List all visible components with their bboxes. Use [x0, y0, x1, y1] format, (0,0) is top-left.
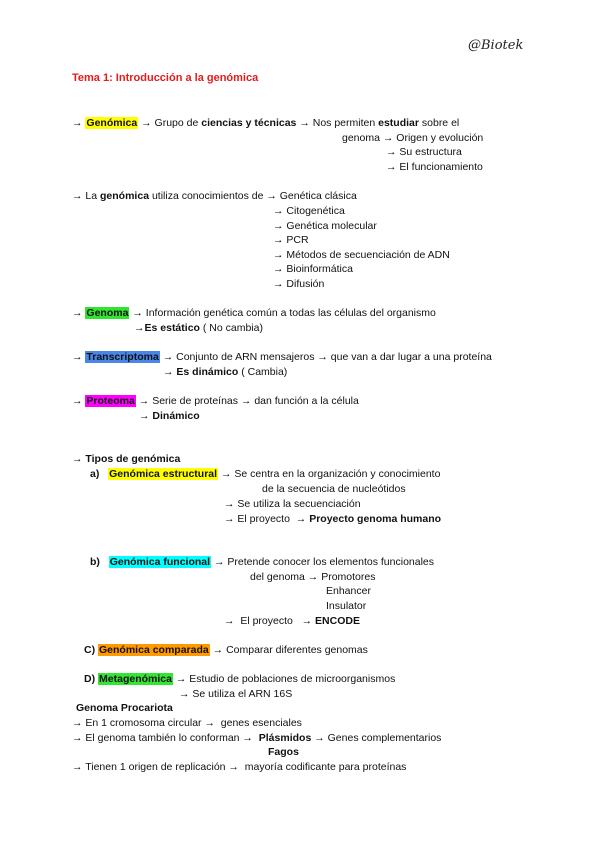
tipo-b-line — [90, 556, 434, 569]
tipos-heading: → Tipos de genómica — [72, 453, 181, 465]
list-item: → Difusión — [273, 278, 325, 290]
list-item: → PCR — [273, 234, 309, 246]
tipo-d-line-2: → Se utiliza el ARN 16S — [179, 688, 293, 700]
item-label: C) — [84, 644, 96, 656]
genomica-line-4: → El funcionamiento — [386, 161, 483, 173]
utiliza-line — [72, 190, 357, 203]
tipo-b-line-2: del genoma → Promotores — [250, 571, 376, 583]
tipo-a-line-3: → Se utiliza la secuenciación — [224, 498, 361, 510]
procariota-line-4: → Tienen 1 origen de replicación → mayoría codificante para proteínas — [72, 761, 407, 773]
text: ( Cambia) — [238, 366, 288, 378]
estructural-term: Genómica estructural — [109, 468, 218, 480]
genoma-line — [72, 307, 436, 320]
list-item: → Genética molecular — [273, 220, 377, 232]
proteoma-line — [72, 395, 359, 408]
text: → Nos permiten — [296, 117, 379, 129]
text: → Estudio de poblaciones de microorganismos — [172, 673, 396, 685]
text: → El proyecto — [224, 615, 302, 627]
item-label: a) — [90, 468, 100, 480]
tipo-b-line-5 — [224, 615, 360, 628]
tipo-a-line-2: de la secuencia de nucleótidos — [262, 483, 406, 495]
author-signature: @Biotek — [468, 38, 524, 53]
text: Grupo de — [154, 117, 202, 129]
tipo-b-line-4: Insulator — [326, 600, 367, 612]
transcriptoma-term: Transcriptoma — [86, 351, 159, 363]
procariota-line-2 — [72, 732, 441, 745]
item-label: D) — [84, 673, 96, 685]
genoma-term: Genoma — [86, 307, 129, 319]
tipo-b-line-3: Enhancer — [326, 585, 371, 597]
bold-text: Plásmidos — [258, 732, 312, 744]
arrow: → — [141, 117, 152, 129]
text: sobre el — [418, 117, 460, 129]
text: → Comparar diferentes genomas — [209, 644, 368, 656]
bold-text: → Es dinámico — [163, 366, 239, 378]
bold-text: genómica — [100, 190, 150, 202]
procariota-line-1: → En 1 cromosoma circular → genes esenciales — [72, 717, 302, 729]
transcriptoma-line — [72, 351, 492, 364]
text: utiliza conocimientos de → Genética clásica — [149, 190, 357, 202]
arrow: → — [72, 117, 83, 129]
procariota-heading: Genoma Procariota — [76, 702, 173, 714]
text: → Información genética común a todas las células del organismo — [129, 307, 436, 319]
proteoma-sub: → Dinámico — [139, 410, 200, 422]
funcional-term: Genómica funcional — [109, 556, 211, 568]
tipo-d-line — [84, 673, 395, 686]
genomica-line-2: genoma → Origen y evolución — [342, 132, 484, 144]
text: → El genoma también lo conforman → — [72, 732, 259, 744]
transcriptoma-sub — [163, 366, 287, 379]
proteoma-term: Proteoma — [86, 395, 135, 407]
text: → La — [72, 190, 101, 202]
list-item: → Bioinformática — [273, 263, 353, 275]
text: → Genes complementarios — [311, 732, 442, 744]
genoma-sub — [134, 322, 263, 335]
arrow: → — [72, 307, 83, 319]
procariota-line-3: Fagos — [268, 746, 299, 758]
item-label: b) — [90, 556, 100, 568]
bold-text: → ENCODE — [301, 615, 360, 627]
text: → Serie de proteínas → dan función a la célula — [135, 395, 359, 407]
text: → El proyecto — [224, 513, 296, 525]
bold-text: →Es estático — [134, 322, 200, 334]
tipo-c-line — [84, 644, 368, 657]
genomica-term: Genómica — [86, 117, 138, 129]
arrow: → — [72, 395, 83, 407]
bold-text: estudiar — [378, 117, 419, 129]
arrow: → — [72, 351, 83, 363]
bold-text: → Proyecto genoma humano — [295, 513, 442, 525]
comparada-term: Genómica comparada — [99, 644, 209, 656]
bold-text: ciencias y técnicas — [201, 117, 297, 129]
text: → Pretende conocer los elementos funcionales — [211, 556, 435, 568]
text: → Conjunto de ARN mensajeros → que van a dar lugar a una proteína — [159, 351, 492, 363]
text: → Se centra en la organización y conocimiento — [218, 468, 441, 480]
list-item: → Citogenética — [273, 205, 345, 217]
tipo-a-line — [90, 468, 440, 481]
genomica-line — [72, 117, 459, 130]
text: ( No cambia) — [199, 322, 263, 334]
genomica-line-3: → Su estructura — [386, 146, 462, 158]
page-title: Tema 1: Introducción a la genómica — [72, 72, 259, 84]
metagenomica-term: Metagenómica — [99, 673, 172, 685]
list-item: → Métodos de secuenciación de ADN — [273, 249, 450, 261]
tipo-a-line-4 — [224, 513, 441, 526]
